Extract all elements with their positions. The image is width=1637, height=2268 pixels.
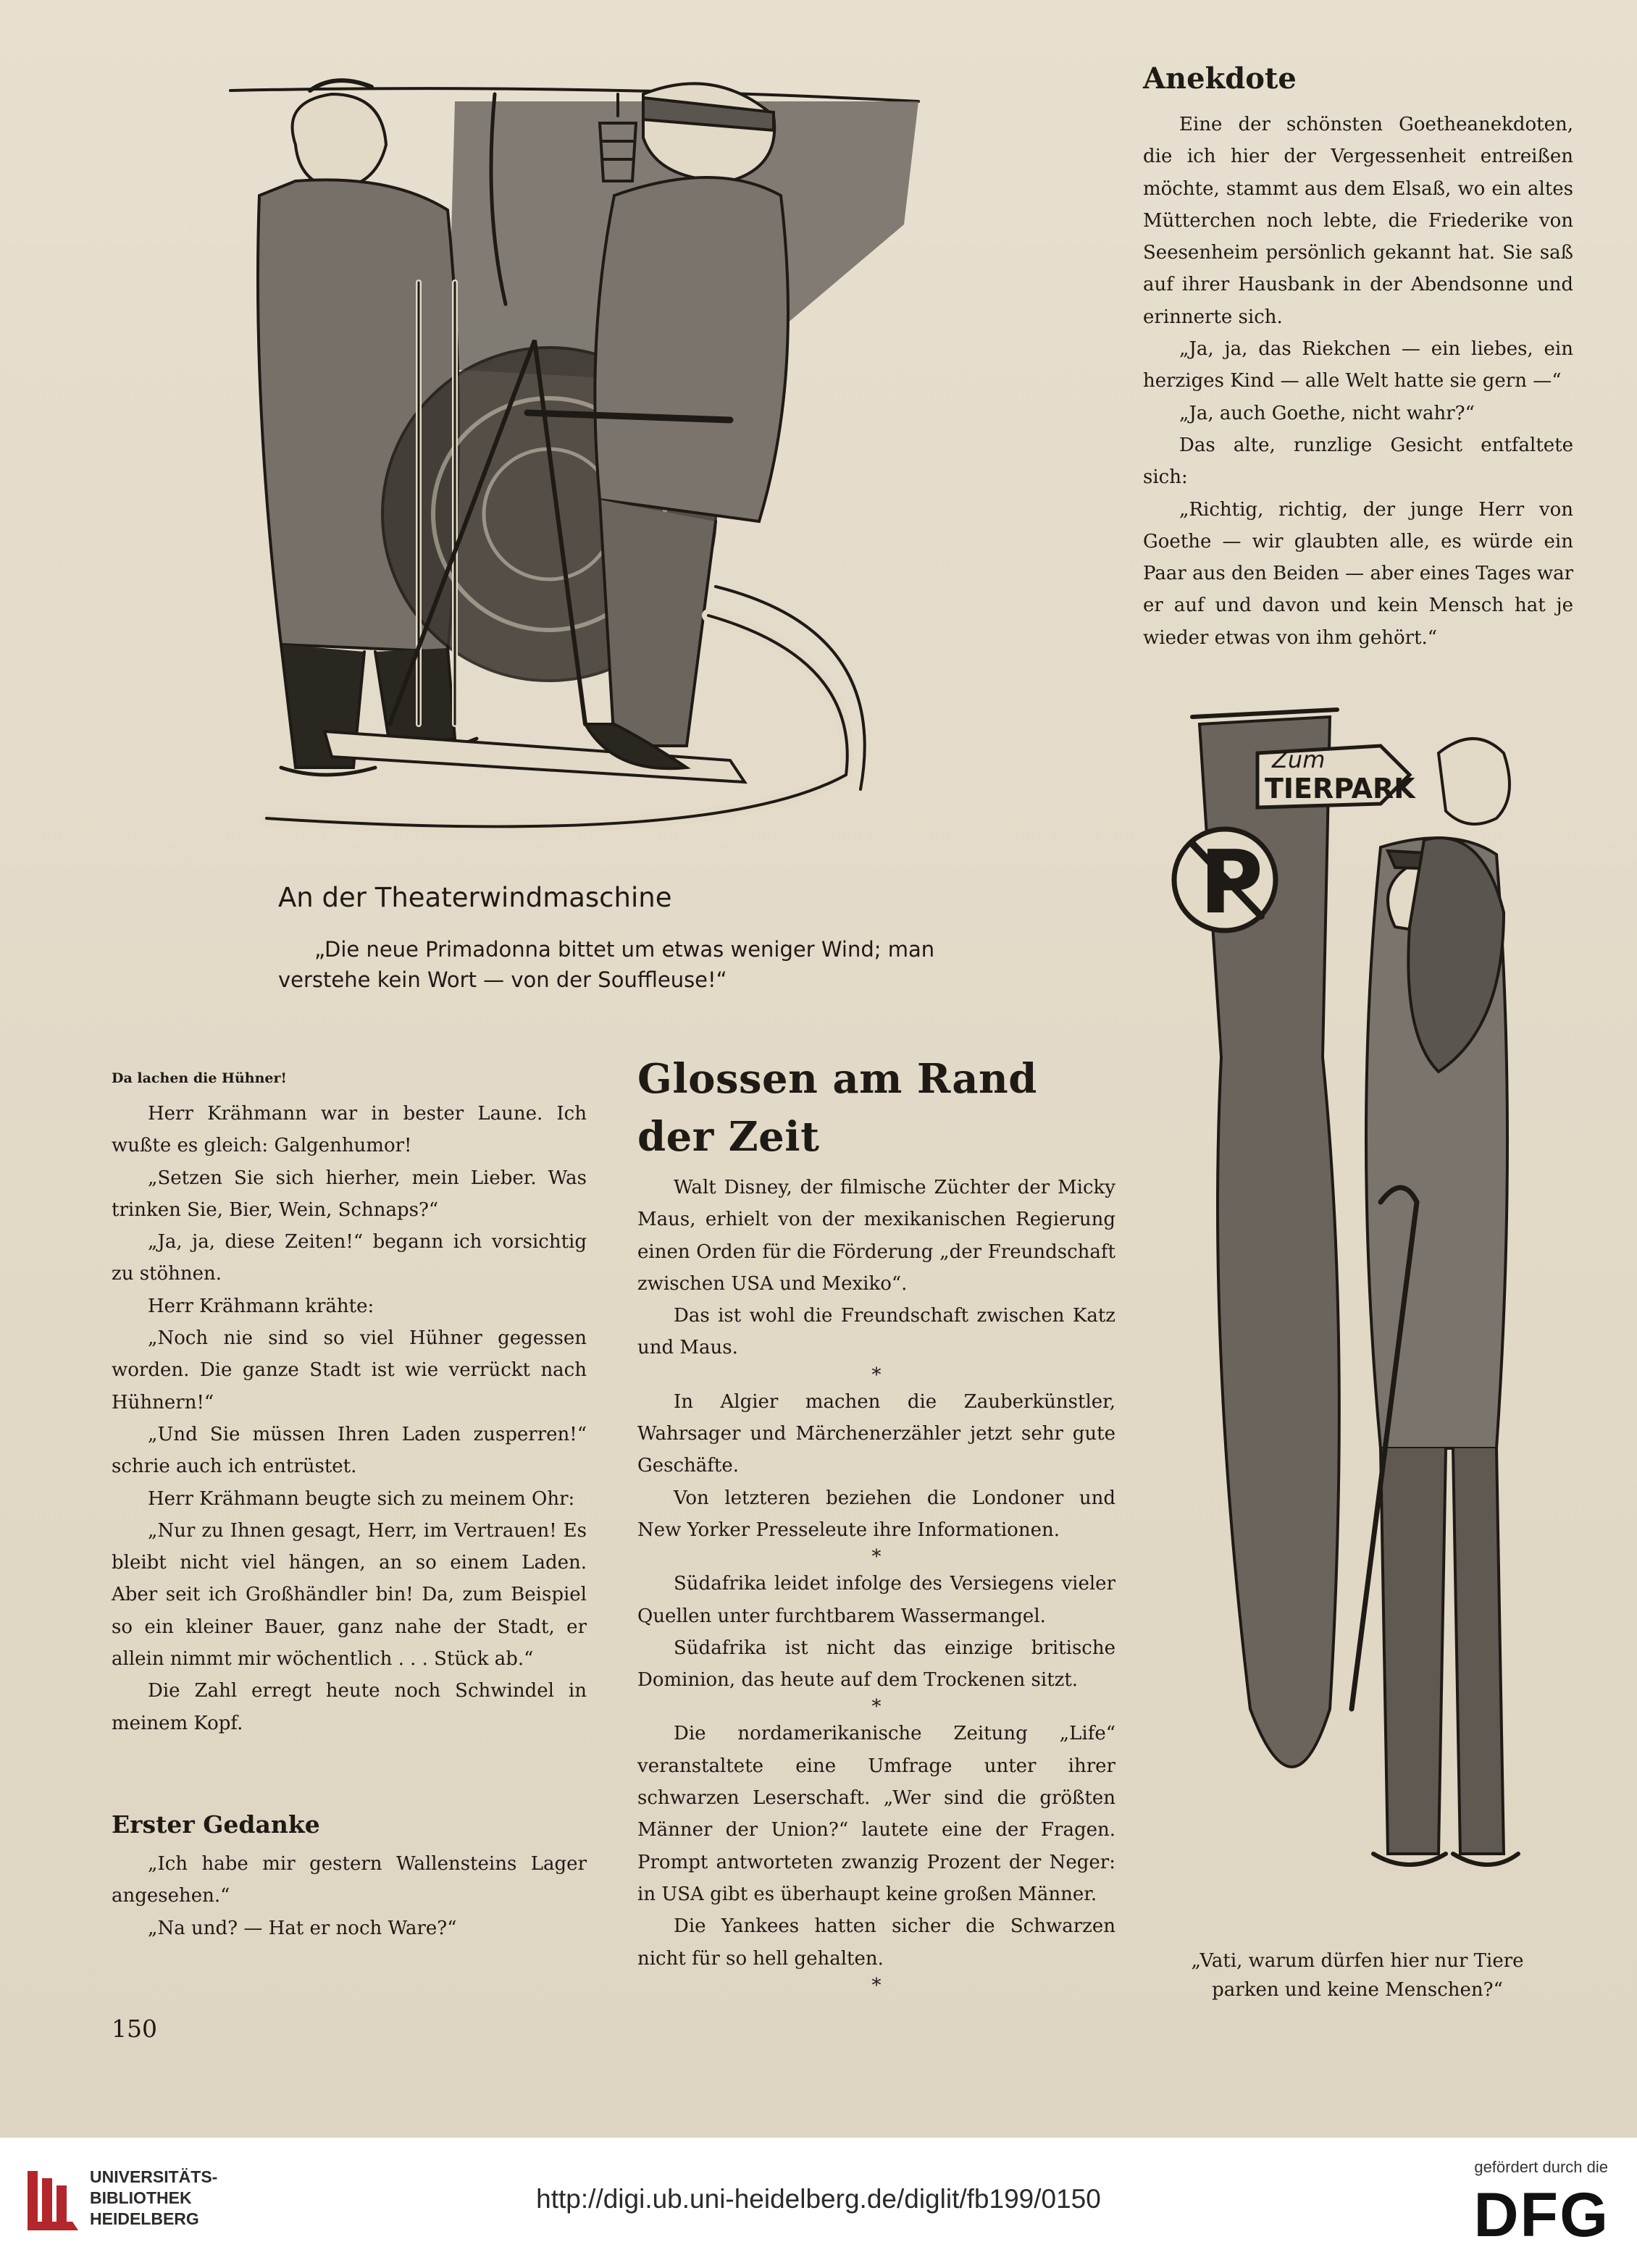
anekdote-paragraph: „Ja, ja, das Riekchen — ein liebes, ein herziges Kind — alle Welt hatte sie gern —“ [1143,338,1573,392]
gloss-paragraph: Die Yankees hatten sicher die Schwarzen nicht für so hell gehalten. [637,1915,1115,1970]
gloss-paragraph: Walt Disney, der filmische Züchter der Micky Maus, erhielt von der mexikanischen Regierung einen Orden für die Förderung „der Freundschaft zwischen USA und Mexiko“. [637,1177,1115,1295]
heading-glossen: Glossen am Rand der Zeit [637,1055,1037,1161]
left-paragraph: „Ja, ja, diese Zeiten!“ begann ich vorsichtig zu stöhnen. [112,1231,587,1285]
tierpark-illustration [1163,695,1554,1937]
gloss-paragraph: Südafrika leidet infolge des Versiegens vieler Quellen unter furchtbarem Wassermangel. [637,1573,1115,1627]
left-paragraph: „Noch nie sind so viel Hühner gegessen worden. Die ganze Stadt ist wie verrückt nach Hühnern!“ [112,1327,587,1414]
left-paragraph: Herr Krähmann krähte: [148,1295,374,1317]
left-column [112,1067,587,1944]
page-number: 150 [112,2015,157,2043]
separator-star: * [871,1696,882,1718]
middle-column [637,1050,1115,1996]
separator-star: * [871,1364,882,1386]
left-paragraph: Herr Krähmann war in bester Laune. Ich wußte es gleich: Galgenhumor! [112,1103,587,1157]
anekdote-paragraph: „Ja, auch Goethe, nicht wahr?“ [1179,402,1475,424]
gloss-paragraph: Das ist wohl die Freundschaft zwischen Katz und Maus. [637,1305,1115,1359]
source-url-link[interactable]: http://digi.ub.uni-heidelberg.de/diglit/fb199/0150 [536,2184,1101,2214]
left-paragraph: Die Zahl erregt heute noch Schwindel in meinem Kopf. [112,1680,587,1734]
left-paragraph: „Nur zu Ihnen gesagt, Herr, im Vertrauen! Es bleibt nicht viel hängen, an so einem Laden. Aber seit ich Großhändler bin! Da, zum Beispiel so ein kleiner Bauer, ganz nahe der Stadt, er allein nimmt mir wöchentlich . . . Stück ab.“ [112,1519,587,1671]
logo-line: HEIDELBERG [90,2209,199,2228]
sign-word-tierpark: TIERPARK [1265,773,1415,805]
caption-title: An der Theaterwindmaschine [278,882,672,913]
tierpark-caption: „Vati, warum dürfen hier nur Tiere parken und keine Menschen?“ [1191,1950,1524,2001]
dfg-logo[interactable]: DFG [1473,2180,1609,2250]
gloss-paragraph: Von letzteren beziehen die Londoner und New Yorker Presseleute ihre Informationen. [637,1487,1115,1541]
left-paragraph: „Na und? — Hat er noch Ware?“ [148,1917,457,1939]
anekdote-paragraph: Eine der schönsten Goetheanekdoten, die ich hier der Vergessenheit entreißen möchte, stammt aus dem Elsaß, wo ein altes Mütterchen noch lebte, die Friederike von Seesenheim persönlich gekannt hat. Sie saß auf ihrer Hausbank in der Abendsonne und erinnerte sich. [1143,114,1573,328]
left-paragraph: „Ich habe mir gestern Wallensteins Lager angesehen.“ [112,1852,587,1907]
anekdote-paragraph: „Richtig, richtig, der junge Herr von Goethe — wir glaubten alle, es würde ein Paar aus den Beiden — aber eines Tages war er auf und davon und kein Mensch hat je wieder etwas von ihm gehört.“ [1143,498,1573,649]
left-paragraph: Herr Krähmann beugte sich zu meinem Ohr: [148,1487,575,1510]
left-paragraph: „Und Sie müssen Ihren Laden zusperren!“ schrie auch ich entrüstet. [112,1423,587,1478]
right-column [1143,58,1573,654]
logo-line: UNIVERSITÄTS- [90,2167,218,2186]
separator-star: * [871,1546,882,1568]
funding-note: gefördert durch die [1474,2158,1608,2176]
footer-bar [0,2138,1637,2268]
gloss-paragraph: Die nordamerikanische Zeitung „Life“ veranstaltete eine Umfrage unter ihrer schwarzen Leserschaft. „Wer sind die größten Männer der Union?“ lautete eine der Fragen. Prompt antworteten zwanzig Prozent der Neger: in USA gibt es überhaupt keine großen Männer. [637,1723,1115,1905]
heading-hühner: Da lachen die Hühner! [112,1070,287,1086]
wind-machine-drawing [209,51,976,862]
logo-line: BIBLIOTHEK [90,2188,192,2207]
gloss-paragraph: Südafrika ist nicht das einzige britische Dominion, das heute auf dem Trockenen sitzt. [637,1637,1115,1692]
heading-anekdote: Anekdote [1143,62,1297,96]
separator-star: * [871,1974,882,1996]
tierpark-drawing [1163,695,1554,1937]
parking-sign-letter: P [1200,833,1263,933]
gloss-paragraph: In Algier machen die Zauberkünstler, Wahrsager und Märchenerzähler jetzt sehr gute Geschäfte. [637,1390,1115,1477]
left-paragraph: „Setzen Sie sich hierher, mein Lieber. Was trinken Sie, Bier, Wein, Schnaps?“ [112,1167,587,1221]
caption-quote: „Die neue Primadonna bittet um etwas weniger Wind; man verstehe kein Wort — von der Souffleuse!“ [278,937,935,992]
wind-machine-illustration [209,51,976,862]
anekdote-paragraph: Das alte, runzlige Gesicht entfaltete sich: [1143,434,1573,489]
heading-erster-gedanke: Erster Gedanke [112,1810,320,1839]
sign-word-zum: Zum [1272,746,1326,773]
